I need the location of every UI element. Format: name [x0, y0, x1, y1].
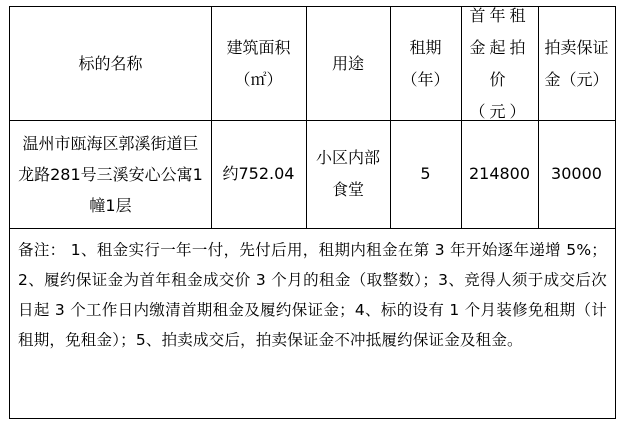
- header-deposit: 拍卖保证金（元）: [544, 37, 609, 89]
- note-text: 备注： 1、租金实行一年一付，先付后用，租期内租金在第 3 年开始逐年递增 5%；2、履约保证金为首年租金成交价 3 个月的租金（取整数）；3、竞得人须于成交后次日起 3 个工作日内缴清首期租金及履约保证金；4、标的设有 1 个月装修免租期（计租期，免租金）；5、拍卖成交后，拍卖保证金不冲抵履约保证金及租金。: [18, 241, 607, 349]
- header-area: 建筑面积（㎡）: [226, 37, 291, 89]
- table-row-rent: 214800: [468, 164, 531, 183]
- table-row-deposit: 30000: [551, 164, 602, 183]
- header-use: 用途: [331, 53, 364, 73]
- header-rent: 首年租金起拍价（元）: [469, 5, 530, 121]
- table-row-area: 约752.04: [222, 164, 295, 183]
- header-name: 标的名称: [78, 53, 143, 73]
- auction-table: [9, 6, 616, 419]
- table-row-use: 小区内部食堂: [316, 148, 381, 199]
- row-divider: [10, 228, 615, 229]
- header-term: 租期（年）: [401, 37, 450, 89]
- table-row-term: 5: [420, 164, 431, 183]
- table-row-name: 温州市瓯海区郭溪街道巨龙路281号三溪安心公寓1幢1层: [18, 133, 203, 215]
